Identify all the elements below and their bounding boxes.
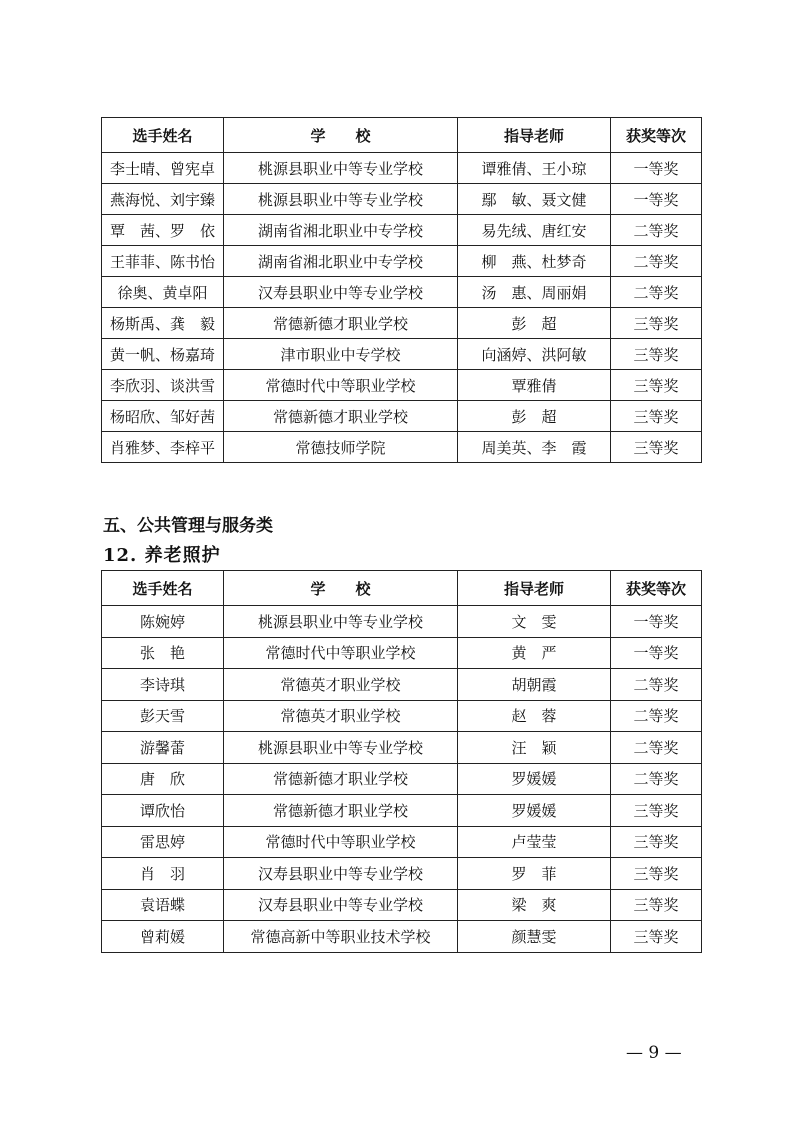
cell-award-level: 二等奖 bbox=[611, 732, 702, 764]
cell-instructor: 罗媛媛 bbox=[458, 763, 611, 795]
cell-school: 常德时代中等职业学校 bbox=[224, 370, 458, 401]
header-award-level: 获奖等次 bbox=[611, 118, 702, 153]
table-row bbox=[102, 732, 702, 764]
cell-instructor: 向涵婷、洪阿敏 bbox=[458, 339, 611, 370]
header-contestant-name: 选手姓名 bbox=[102, 118, 224, 153]
cell-contestant-name: 杨昭欣、邹好茜 bbox=[102, 401, 224, 432]
cell-contestant-name: 袁语蝶 bbox=[102, 889, 224, 921]
cell-instructor: 覃雅倩 bbox=[458, 370, 611, 401]
header-instructor: 指导老师 bbox=[458, 571, 611, 606]
cell-contestant-name: 唐 欣 bbox=[102, 763, 224, 795]
cell-award-level: 三等奖 bbox=[611, 921, 702, 953]
cell-contestant-name: 雷思婷 bbox=[102, 826, 224, 858]
cell-award-level: 三等奖 bbox=[611, 889, 702, 921]
cell-contestant-name: 李士晴、曾宪卓 bbox=[102, 153, 224, 184]
cell-award-level: 三等奖 bbox=[611, 339, 702, 370]
cell-award-level: 二等奖 bbox=[611, 669, 702, 701]
table-row bbox=[102, 637, 702, 669]
cell-contestant-name: 徐奥、黄卓阳 bbox=[102, 277, 224, 308]
cell-award-level: 一等奖 bbox=[611, 637, 702, 669]
cell-award-level: 三等奖 bbox=[611, 795, 702, 827]
cell-instructor: 黄 严 bbox=[458, 637, 611, 669]
awards-table-1 bbox=[101, 117, 702, 463]
table-row bbox=[102, 763, 702, 795]
cell-award-level: 二等奖 bbox=[611, 763, 702, 795]
cell-award-level: 二等奖 bbox=[611, 215, 702, 246]
subsection-heading: 12. 养老照护 bbox=[103, 545, 221, 566]
cell-contestant-name: 覃 茜、罗 依 bbox=[102, 215, 224, 246]
cell-award-level: 三等奖 bbox=[611, 858, 702, 890]
header-instructor: 指导老师 bbox=[458, 118, 611, 153]
header-contestant-name: 选手姓名 bbox=[102, 571, 224, 606]
cell-instructor: 胡朝霞 bbox=[458, 669, 611, 701]
header-school: 学 校 bbox=[224, 571, 458, 606]
cell-award-level: 二等奖 bbox=[611, 277, 702, 308]
cell-contestant-name: 李诗琪 bbox=[102, 669, 224, 701]
cell-school: 桃源县职业中等专业学校 bbox=[224, 732, 458, 764]
table-row bbox=[102, 339, 702, 370]
cell-contestant-name: 谭欣怡 bbox=[102, 795, 224, 827]
cell-instructor: 卢莹莹 bbox=[458, 826, 611, 858]
cell-award-level: 三等奖 bbox=[611, 432, 702, 463]
cell-instructor: 文 雯 bbox=[458, 606, 611, 638]
cell-instructor: 梁 爽 bbox=[458, 889, 611, 921]
awards-table-2 bbox=[101, 570, 702, 953]
cell-instructor: 颜慧雯 bbox=[458, 921, 611, 953]
cell-contestant-name: 肖 羽 bbox=[102, 858, 224, 890]
cell-award-level: 一等奖 bbox=[611, 184, 702, 215]
cell-school: 常德新德才职业学校 bbox=[224, 763, 458, 795]
header-school: 学 校 bbox=[224, 118, 458, 153]
cell-award-level: 三等奖 bbox=[611, 370, 702, 401]
table-row bbox=[102, 921, 702, 953]
cell-school: 常德时代中等职业学校 bbox=[224, 637, 458, 669]
cell-school: 湖南省湘北职业中专学校 bbox=[224, 215, 458, 246]
cell-contestant-name: 游馨蕾 bbox=[102, 732, 224, 764]
table-row bbox=[102, 246, 702, 277]
cell-contestant-name: 李欣羽、谈洪雪 bbox=[102, 370, 224, 401]
table-header-row bbox=[102, 118, 702, 153]
cell-school: 常德新德才职业学校 bbox=[224, 795, 458, 827]
cell-school: 桃源县职业中等专业学校 bbox=[224, 153, 458, 184]
table-body bbox=[102, 153, 702, 463]
cell-award-level: 二等奖 bbox=[611, 700, 702, 732]
cell-contestant-name: 黄一帆、杨嘉琦 bbox=[102, 339, 224, 370]
cell-award-level: 三等奖 bbox=[611, 826, 702, 858]
cell-school: 常德英才职业学校 bbox=[224, 700, 458, 732]
table-header-row bbox=[102, 571, 702, 606]
cell-school: 汉寿县职业中等专业学校 bbox=[224, 858, 458, 890]
page-number: — 9 — bbox=[626, 1043, 682, 1063]
cell-instructor: 罗 菲 bbox=[458, 858, 611, 890]
table-body bbox=[102, 606, 702, 953]
cell-school: 津市职业中专学校 bbox=[224, 339, 458, 370]
cell-instructor: 赵 蓉 bbox=[458, 700, 611, 732]
cell-contestant-name: 曾莉媛 bbox=[102, 921, 224, 953]
table-row bbox=[102, 889, 702, 921]
table-row bbox=[102, 215, 702, 246]
header-award-level: 获奖等次 bbox=[611, 571, 702, 606]
cell-contestant-name: 陈婉婷 bbox=[102, 606, 224, 638]
cell-school: 常德高新中等职业技术学校 bbox=[224, 921, 458, 953]
cell-award-level: 一等奖 bbox=[611, 606, 702, 638]
cell-award-level: 二等奖 bbox=[611, 246, 702, 277]
cell-instructor: 谭雅倩、王小琼 bbox=[458, 153, 611, 184]
section-heading: 五、公共管理与服务类 bbox=[103, 516, 273, 536]
table-row bbox=[102, 669, 702, 701]
cell-instructor: 罗媛媛 bbox=[458, 795, 611, 827]
cell-contestant-name: 王菲菲、陈书怡 bbox=[102, 246, 224, 277]
table-row bbox=[102, 153, 702, 184]
cell-school: 桃源县职业中等专业学校 bbox=[224, 184, 458, 215]
table-row bbox=[102, 432, 702, 463]
cell-instructor: 彭 超 bbox=[458, 308, 611, 339]
cell-school: 常德技师学院 bbox=[224, 432, 458, 463]
cell-instructor: 柳 燕、杜梦奇 bbox=[458, 246, 611, 277]
table-row bbox=[102, 795, 702, 827]
cell-contestant-name: 杨斯禹、龚 毅 bbox=[102, 308, 224, 339]
table-row bbox=[102, 184, 702, 215]
cell-school: 常德英才职业学校 bbox=[224, 669, 458, 701]
cell-contestant-name: 彭天雪 bbox=[102, 700, 224, 732]
table-row bbox=[102, 277, 702, 308]
cell-school: 桃源县职业中等专业学校 bbox=[224, 606, 458, 638]
cell-instructor: 彭 超 bbox=[458, 401, 611, 432]
cell-instructor: 鄢 敏、聂文健 bbox=[458, 184, 611, 215]
table-row bbox=[102, 308, 702, 339]
cell-school: 常德新德才职业学校 bbox=[224, 308, 458, 339]
table-row bbox=[102, 858, 702, 890]
cell-award-level: 三等奖 bbox=[611, 401, 702, 432]
table-row bbox=[102, 826, 702, 858]
cell-contestant-name: 燕海悦、刘宇臻 bbox=[102, 184, 224, 215]
cell-instructor: 汤 惠、周丽娟 bbox=[458, 277, 611, 308]
cell-contestant-name: 肖雅梦、李梓平 bbox=[102, 432, 224, 463]
table-row bbox=[102, 401, 702, 432]
cell-school: 常德时代中等职业学校 bbox=[224, 826, 458, 858]
cell-school: 常德新德才职业学校 bbox=[224, 401, 458, 432]
cell-school: 汉寿县职业中等专业学校 bbox=[224, 277, 458, 308]
cell-instructor: 周美英、李 霞 bbox=[458, 432, 611, 463]
cell-instructor: 汪 颖 bbox=[458, 732, 611, 764]
table-row bbox=[102, 370, 702, 401]
cell-contestant-name: 张 艳 bbox=[102, 637, 224, 669]
table-row bbox=[102, 606, 702, 638]
cell-instructor: 易先绒、唐红安 bbox=[458, 215, 611, 246]
table-row bbox=[102, 700, 702, 732]
cell-school: 汉寿县职业中等专业学校 bbox=[224, 889, 458, 921]
cell-award-level: 三等奖 bbox=[611, 308, 702, 339]
cell-award-level: 一等奖 bbox=[611, 153, 702, 184]
cell-school: 湖南省湘北职业中专学校 bbox=[224, 246, 458, 277]
